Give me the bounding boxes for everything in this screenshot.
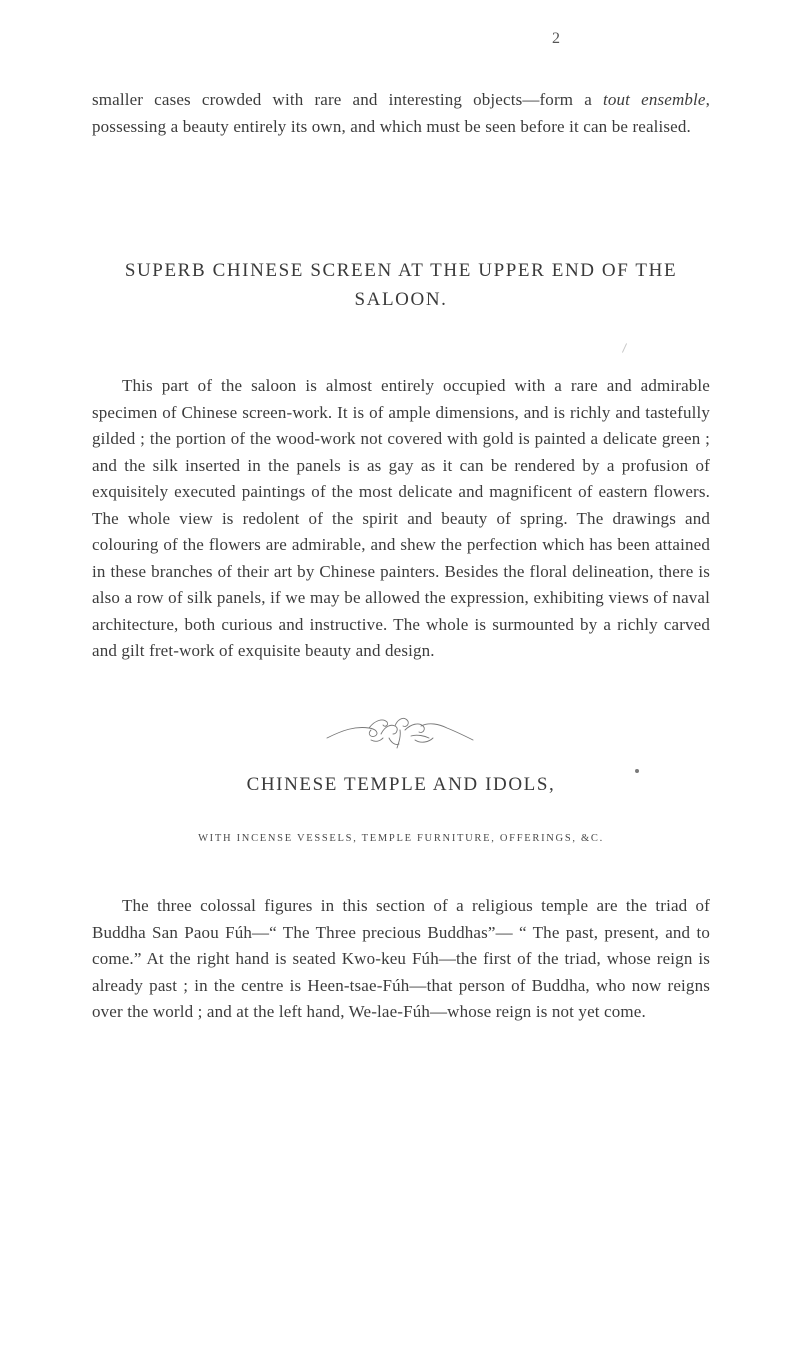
temple-section-paragraph: The three colossal figures in this section of a religious temple are the triad of Buddha San Paou Fúh—“ The Three precious Buddhas”— “ The past, present, and to come.” At the right hand is seated Kwo-keu Fúh—the first of the triad, whose reign is already past ; in the centre is Heen-tsae-Fúh—that person of Buddha, who now reigns over the world ; and at the left hand, We-lae-Fúh—whose reign is not yet come.	[92, 896, 710, 1021]
screen-section-paragraph: This part of the saloon is almost entirely occupied with a rare and admirable specimen of Chinese screen-work. It is of ample dimensions, and is richly and tastefully gilded ; the portion of the wood-work not covered with gold is painted a delicate green ; and the silk inserted in the panels is as gay as it can be rendered by a profusion of exquisitely executed paintings of the most delicate and magnificent of eastern flowers. The whole view is redolent of the spirit and beauty of spring. The drawings and colouring of the flowers are admirable, and shew the perfection which has been attained in these branches of their art by Chinese painters. Besides the floral delineation, there is also a row of silk panels, if we may be allowed the expression, exhibiting views of naval architecture, both curious and instructive. The whole is surmounted by a richly carved and gilt fret-work of exquisite beauty and design.	[92, 376, 710, 660]
intro-text-before: smaller cases crowded with rare and interesting objects—form a	[92, 90, 603, 109]
intro-italic-phrase: tout ensemble	[603, 90, 706, 109]
page-number: 2	[552, 30, 560, 47]
intro-text-after: , possessing a beauty entirely its own, and which must be seen before it can be realised.	[92, 90, 710, 136]
temple-section-heading: CHINESE TEMPLE AND IDOLS,	[246, 774, 556, 795]
temple-section-subheading: WITH INCENSE VESSELS, TEMPLE FURNITURE, OFFERINGS, &C.	[198, 833, 604, 844]
floral-scroll-ornament-icon	[325, 712, 475, 752]
screen-section-heading: SUPERB CHINESE SCREEN AT THE UPPER END OF THE SALOON.	[124, 260, 678, 310]
intro-paragraph	[92, 87, 710, 140]
print-mark	[622, 343, 627, 352]
